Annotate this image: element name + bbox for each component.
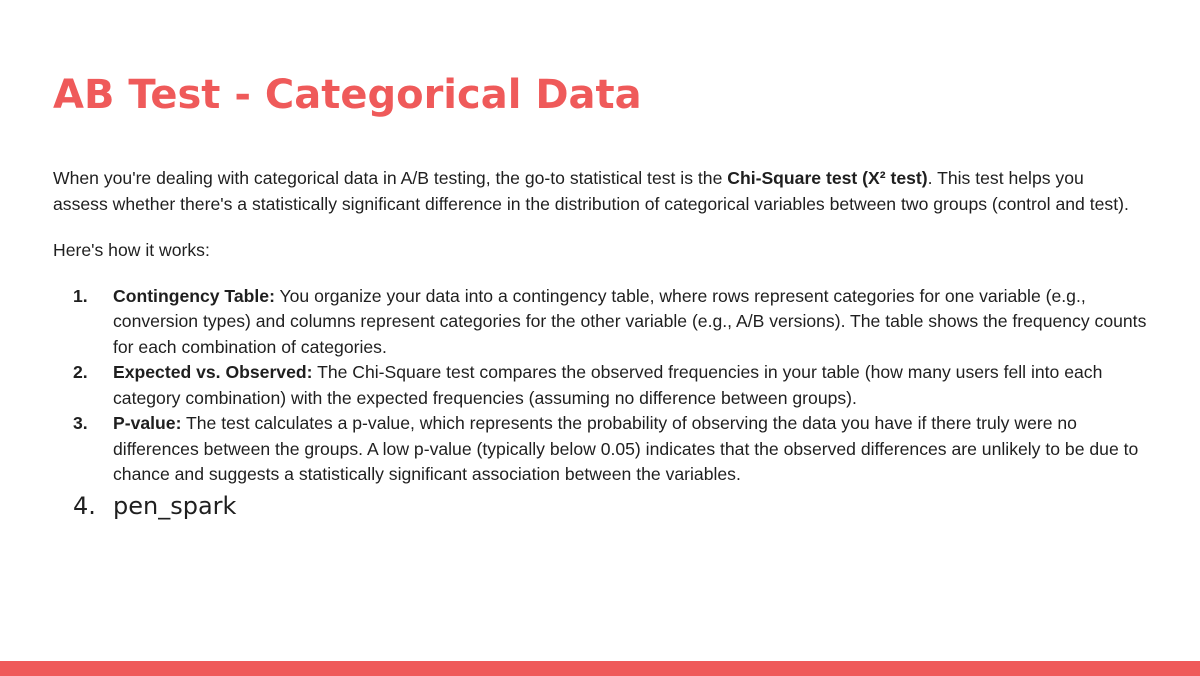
- list-item-number: 2.: [73, 362, 88, 382]
- slide-body: [53, 166, 1153, 523]
- howto-paragraph: Here's how it works:: [53, 240, 210, 260]
- list-item: [53, 411, 1153, 488]
- pen-spark-text: pen_spark: [113, 491, 237, 520]
- steps-list: [53, 284, 1153, 523]
- intro-bold-term: Chi-Square test (X² test): [727, 168, 928, 188]
- intro-paragraph: [53, 166, 1143, 217]
- intro-text-after: . This test helps you assess whether there's a statistically significant difference in the distribution of categorical variables between two groups (control and test).: [53, 168, 1129, 214]
- slide-title: AB Test - Categorical Data: [53, 72, 642, 118]
- list-item-term: Expected vs. Observed:: [113, 362, 313, 382]
- list-item-description: The test calculates a p-value, which represents the probability of observing the data you have if there truly were no differences between the groups. A low p-value (typically below 0.05) indicates that the observed differences are unlikely to be due to chance and suggests a statistically significant association between the variables.: [113, 413, 1139, 484]
- list-item-pen-spark: [53, 489, 1153, 523]
- list-item-text: [113, 411, 1153, 488]
- list-item: [53, 360, 1153, 411]
- list-item-number: 1.: [73, 285, 88, 306]
- list-item-description: You organize your data into a contingency table, where rows represent categories for one variable (e.g., conversion types) and columns represent categories for the other variable (e.g., A/B versions). The table shows the frequency counts for each combination of categories.: [113, 285, 1147, 357]
- list-item-number: 3.: [73, 413, 88, 433]
- list-item-number: 4.: [73, 491, 96, 520]
- list-item-term: P-value:: [113, 413, 182, 433]
- intro-text-before: When you're dealing with categorical data in A/B testing, the go-to statistical test is the: [53, 168, 728, 188]
- list-item-text: [113, 360, 1153, 411]
- list-item: [53, 284, 1153, 361]
- list-item-description: The Chi-Square test compares the observed frequencies in your table (how many users fell into each category combination) with the expected frequencies (assuming no difference between groups).: [113, 362, 1103, 408]
- list-item-text: [113, 284, 1153, 361]
- bottom-accent-bar: [0, 661, 1200, 676]
- list-item-term: Contingency Table:: [113, 285, 275, 306]
